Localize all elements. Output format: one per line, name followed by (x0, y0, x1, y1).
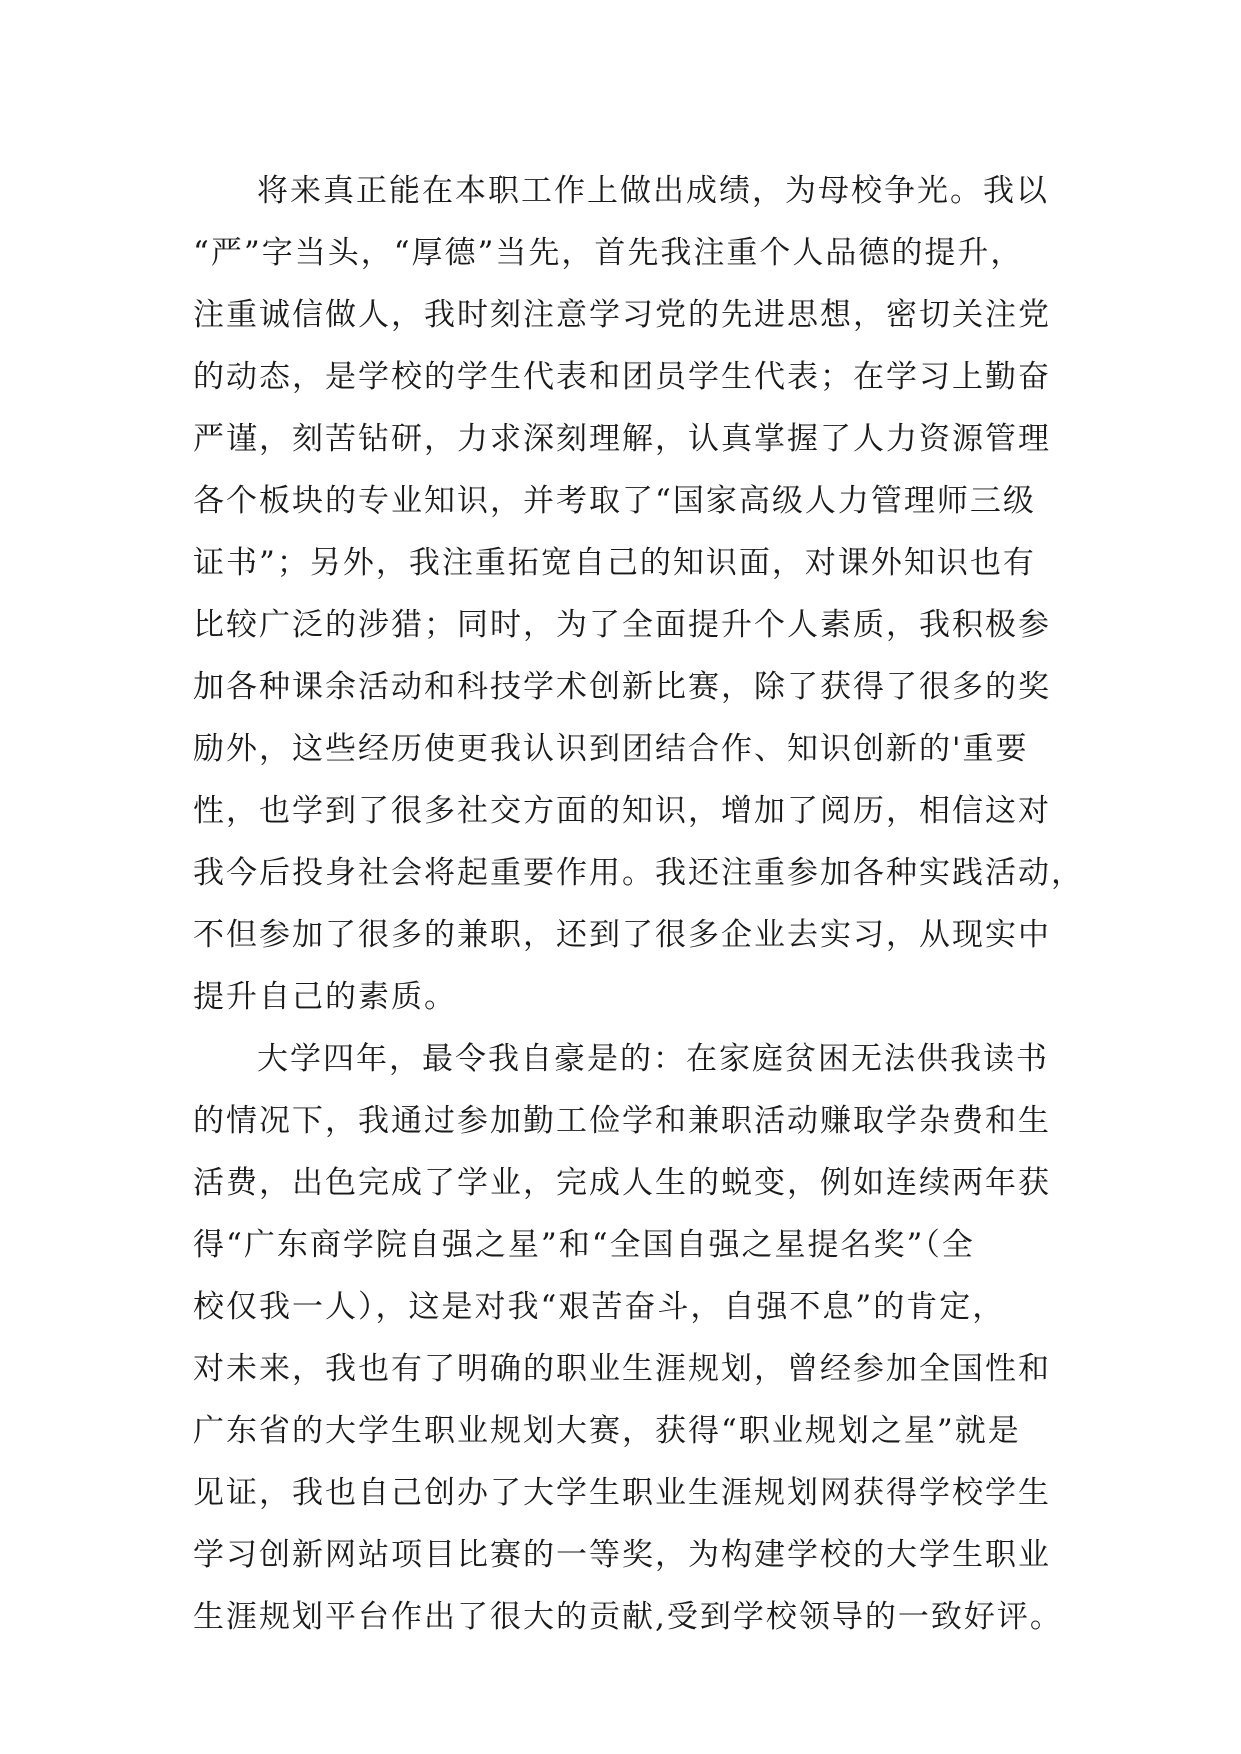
text-line: 将来真正能在本职工作上做出成绩，为母校争光。我以 (257, 173, 1049, 209)
text-line: 对未来，我也有了明确的职业生涯规划，曾经参加全国性和 (193, 1351, 1051, 1387)
text-line: 学习创新网站项目比赛的一等奖，为构建学校的大学生职业 (193, 1537, 1051, 1573)
text-line: 活费，出色完成了学业，完成人生的蜕变，例如连续两年获 (193, 1165, 1051, 1201)
text-line: 证书”；另外，我注重拓宽自己的知识面，对课外知识也有 (193, 545, 1036, 581)
text-line: 严谨，刻苦钻研，力求深刻理解，认真掌握了人力资源管理 (193, 421, 1051, 457)
text-line: 不但参加了很多的兼职，还到了很多企业去实习，从现实中 (193, 917, 1051, 953)
text-line: 各个板块的专业知识，并考取了“国家高级人力管理师三级 (193, 483, 1036, 519)
text-line: 的情况下，我通过参加勤工俭学和兼职活动赚取学杂费和生 (193, 1103, 1051, 1139)
text-line: 生涯规划平台作出了很大的贡献,受到学校领导的一致好评。 (193, 1599, 1063, 1635)
document-body (193, 160, 1084, 1648)
text-line: 得“广东商学院自强之星”和“全国自强之星提名奖”（全 (193, 1227, 975, 1263)
paragraph-2 (193, 1028, 1063, 1648)
text-line: 励外，这些经历使更我认识到团结合作、知识创新的'重要 (193, 731, 1029, 767)
text-line: 校仅我一人），这是对我“艰苦奋斗，自强不息”的肯定， (193, 1289, 1006, 1325)
text-line: 加各种课余活动和科技学术创新比赛，除了获得了很多的奖 (193, 669, 1051, 705)
text-line: 提升自己的素质。 (193, 979, 457, 1015)
text-line: 我今后投身社会将起重要作用。我还注重参加各种实践活动， (193, 855, 1084, 891)
text-line: 见证，我也自己创办了大学生职业生涯规划网获得学校学生 (193, 1475, 1051, 1511)
text-line: 广东省的大学生职业规划大赛，获得“职业规划之星”就是 (193, 1413, 1021, 1449)
paragraph-1 (193, 160, 1084, 1028)
text-line: 注重诚信做人，我时刻注意学习党的先进思想，密切关注党 (193, 297, 1051, 333)
text-line: 的动态，是学校的学生代表和团员学生代表；在学习上勤奋 (193, 359, 1051, 395)
text-line: “严”字当头，“厚德”当先，首先我注重个人品德的提升， (193, 235, 1024, 271)
text-line: 大学四年，最令我自豪是的：在家庭贫困无法供我读书 (257, 1041, 1049, 1077)
text-line: 性，也学到了很多社交方面的知识，增加了阅历，相信这对 (193, 793, 1051, 829)
text-line: 比较广泛的涉猎；同时，为了全面提升个人素质，我积极参 (193, 607, 1051, 643)
